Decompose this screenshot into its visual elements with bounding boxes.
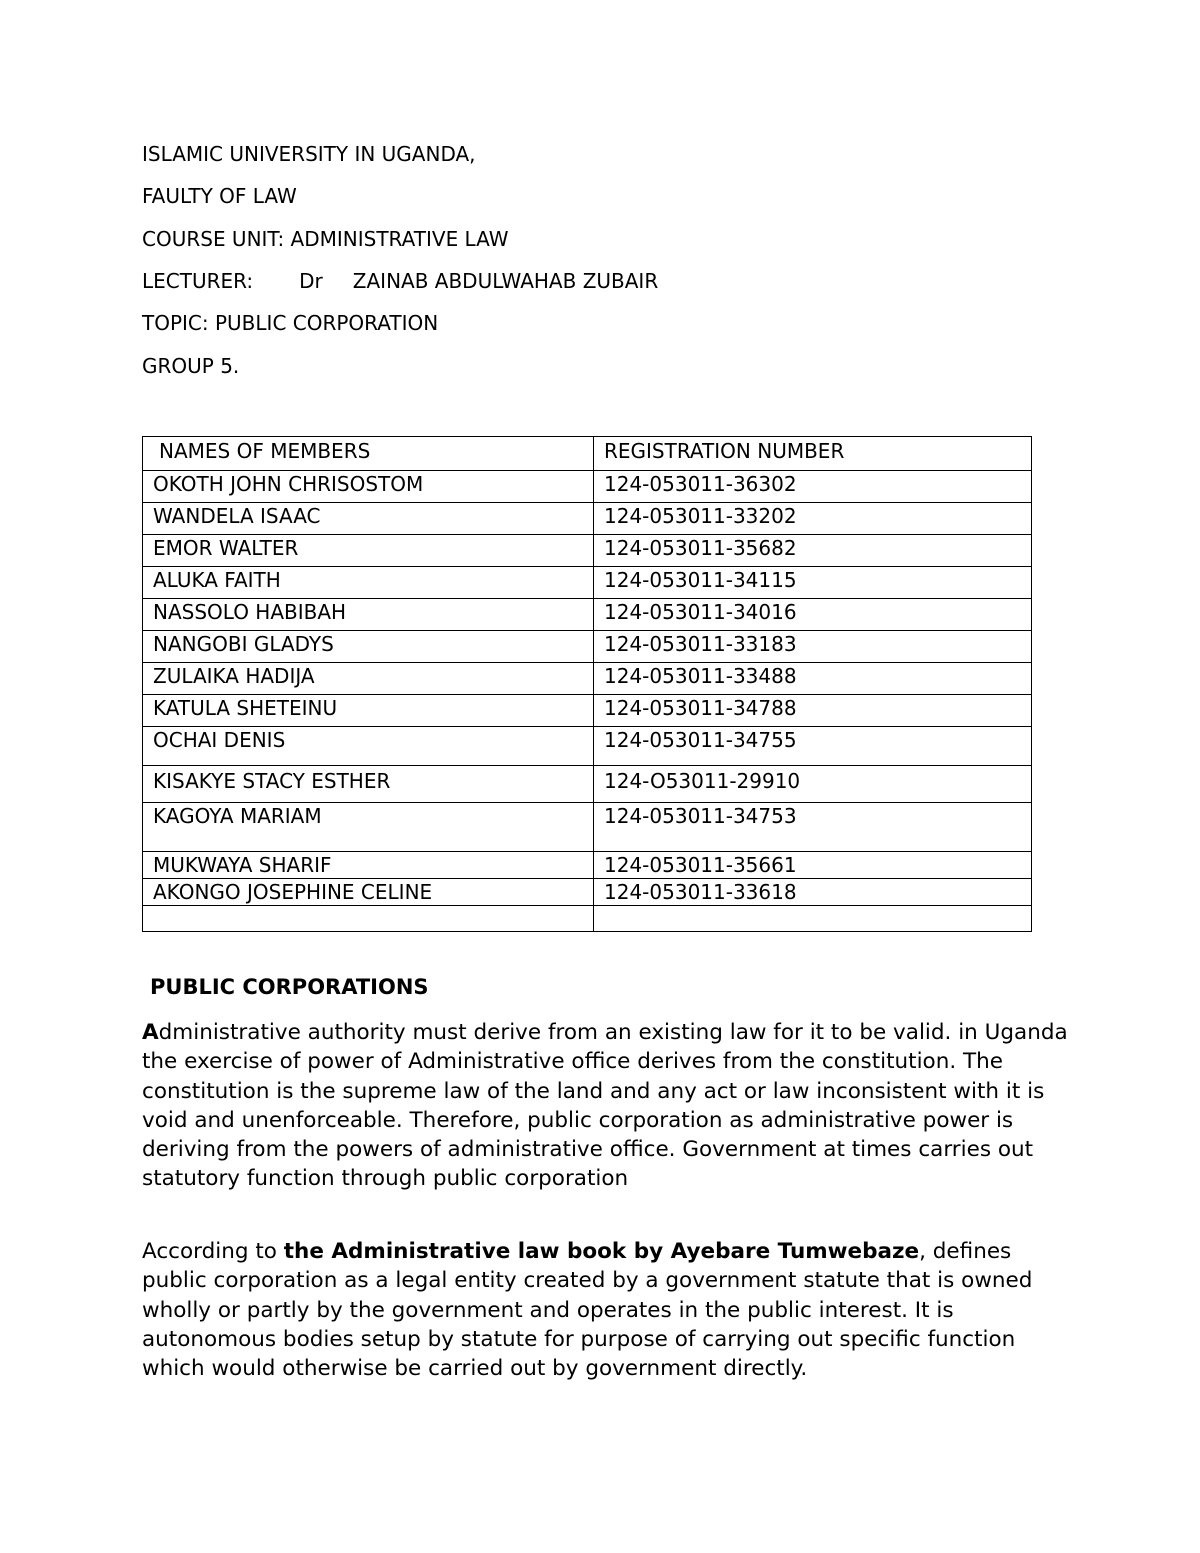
- member-reg: 124-053011-33202: [594, 503, 1032, 535]
- table-row: [143, 599, 1032, 631]
- book-citation: the Administrative law book by Ayebare Tumwebaze: [283, 1239, 920, 1264]
- member-reg: 124-053011-36302: [594, 471, 1032, 503]
- paragraph-definition-corporation: [142, 1237, 1082, 1383]
- header-group: GROUP 5.: [142, 354, 240, 378]
- table-row: [143, 803, 1032, 852]
- member-name: NASSOLO HABIBAH: [143, 599, 594, 631]
- table-row: [143, 727, 1032, 766]
- table-row: [143, 631, 1032, 663]
- table-row-empty: [143, 906, 1032, 932]
- paragraph-lead: According to: [142, 1239, 284, 1264]
- paragraph-text: , defines public corporation as a legal entity created by a government statute that is owned wholly or partly by the government and operates in the public interest. It is autonomous bodies setup by statute for purpose of carrying out specific function which would otherwise be carried out by government directly.: [142, 1239, 1033, 1382]
- member-name: OKOTH JOHN CHRISOSTOM: [143, 471, 594, 503]
- member-reg: 124-053011-34016: [594, 599, 1032, 631]
- table-row: [143, 471, 1032, 503]
- member-reg: 124-053011-33183: [594, 631, 1032, 663]
- section-title: PUBLIC CORPORATIONS: [150, 975, 429, 999]
- column-header-registration: REGISTRATION NUMBER: [594, 437, 1032, 471]
- table-row: [143, 567, 1032, 599]
- lecturer-label: LECTURER:: [142, 269, 254, 293]
- member-name: KISAKYE STACY ESTHER: [143, 766, 594, 803]
- table-row: [143, 663, 1032, 695]
- member-reg: 124-O53011-29910: [594, 766, 1032, 803]
- header-course-unit: COURSE UNIT: ADMINISTRATIVE LAW: [142, 227, 509, 251]
- member-name: WANDELA ISAAC: [143, 503, 594, 535]
- member-reg: 124-053011-33488: [594, 663, 1032, 695]
- table-row: [143, 535, 1032, 567]
- header-topic: TOPIC: PUBLIC CORPORATION: [142, 311, 439, 335]
- member-name: ALUKA FAITH: [143, 567, 594, 599]
- table-row: [143, 766, 1032, 803]
- empty-cell: [594, 906, 1032, 932]
- member-reg: 124-053011-33618: [594, 879, 1032, 906]
- member-reg: 124-053011-35661: [594, 852, 1032, 879]
- member-reg: 124-053011-34115: [594, 567, 1032, 599]
- member-reg: 124-053011-34753: [594, 803, 1032, 852]
- member-reg: 124-053011-35682: [594, 535, 1032, 567]
- table-row: [143, 852, 1032, 879]
- column-header-name: NAMES OF MEMBERS: [143, 437, 594, 471]
- lecturer-title: Dr: [299, 269, 323, 293]
- empty-cell: [143, 906, 594, 932]
- table-header-row: [143, 437, 1032, 471]
- header-faculty: FAULTY OF LAW: [142, 184, 297, 208]
- header-lecturer: [142, 269, 658, 293]
- member-name: AKONGO JOSEPHINE CELINE: [143, 879, 594, 906]
- table-row: [143, 879, 1032, 906]
- member-reg: 124-053011-34788: [594, 695, 1032, 727]
- member-name: NANGOBI GLADYS: [143, 631, 594, 663]
- member-name: KAGOYA MARIAM: [143, 803, 594, 852]
- member-name: OCHAI DENIS: [143, 727, 594, 766]
- member-name: MUKWAYA SHARIF: [143, 852, 594, 879]
- table-row: [143, 503, 1032, 535]
- drop-letter: A: [142, 1020, 159, 1045]
- member-reg: 124-053011-34755: [594, 727, 1032, 766]
- members-table: [142, 436, 1032, 932]
- header-university: ISLAMIC UNIVERSITY IN UGANDA,: [142, 142, 476, 166]
- member-name: KATULA SHETEINU: [143, 695, 594, 727]
- member-name: EMOR WALTER: [143, 535, 594, 567]
- member-name: ZULAIKA HADIJA: [143, 663, 594, 695]
- paragraph-text: dministrative authority must derive from an existing law for it to be valid. in Uganda the exercise of power of Administrative office derives from the constitution. The constitution is the supreme law of the land and any act or law inconsistent with it is void and unenforceable. Therefore, public corporation as administrative power is deriving from the powers of administrative office. Government at times carries out statutory function through public corporation: [142, 1020, 1068, 1192]
- table-row: [143, 695, 1032, 727]
- lecturer-name: ZAINAB ABDULWAHAB ZUBAIR: [352, 269, 659, 293]
- paragraph-definition-authority: [142, 1018, 1082, 1194]
